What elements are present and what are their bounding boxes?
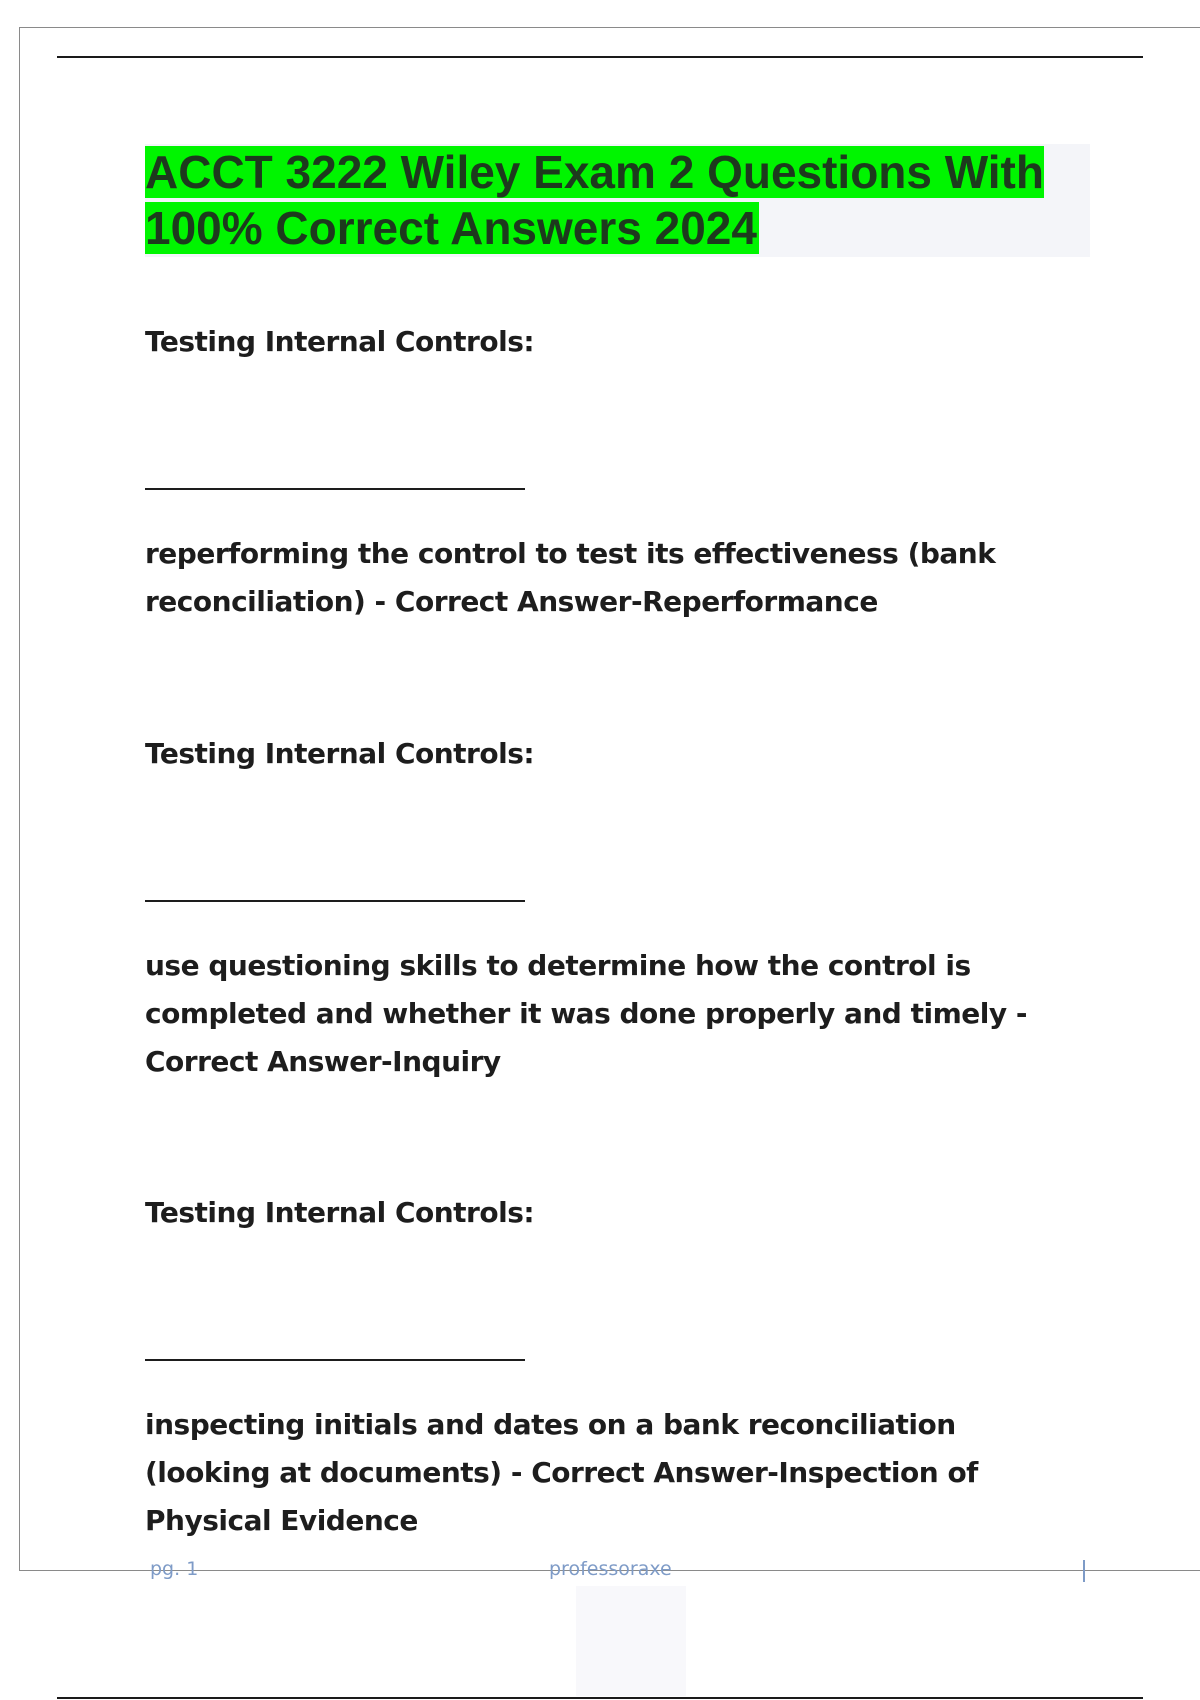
question-label: Testing Internal Controls: (145, 1196, 535, 1229)
question-label: Testing Internal Controls: (145, 325, 535, 358)
qa-item (145, 730, 1085, 1086)
footer-shade (576, 1586, 686, 1696)
title-block (145, 144, 1090, 257)
qa-item (145, 318, 1085, 626)
answer-blank-line (145, 1359, 525, 1361)
answer-blank-line (145, 900, 525, 902)
answer-blank-line (145, 488, 525, 490)
footer-separator (1083, 1560, 1085, 1582)
bottom-rule (57, 1697, 1143, 1699)
document-title: ACCT 3222 Wiley Exam 2 Questions With 100% Correct Answers 2024 (145, 146, 1044, 254)
footer-author: professoraxe (549, 1558, 672, 1580)
page-number: pg. 1 (150, 1558, 199, 1580)
answer-text: reperforming the control to test its effectiveness (bank reconciliation) - Correct Answer-Reperformance (145, 537, 996, 618)
qa-item (145, 1189, 1085, 1545)
question-list (145, 318, 1085, 1545)
page-footer (0, 1558, 1200, 1588)
question-label: Testing Internal Controls: (145, 737, 535, 770)
header-rule (57, 56, 1143, 58)
answer-text: use questioning skills to determine how the control is completed and whether it was done properly and timely - Correct Answer-Inquiry (145, 949, 1027, 1078)
answer-text: inspecting initials and dates on a bank reconciliation (looking at documents) - Correct Answer-Inspection of Physical Evidence (145, 1408, 978, 1537)
